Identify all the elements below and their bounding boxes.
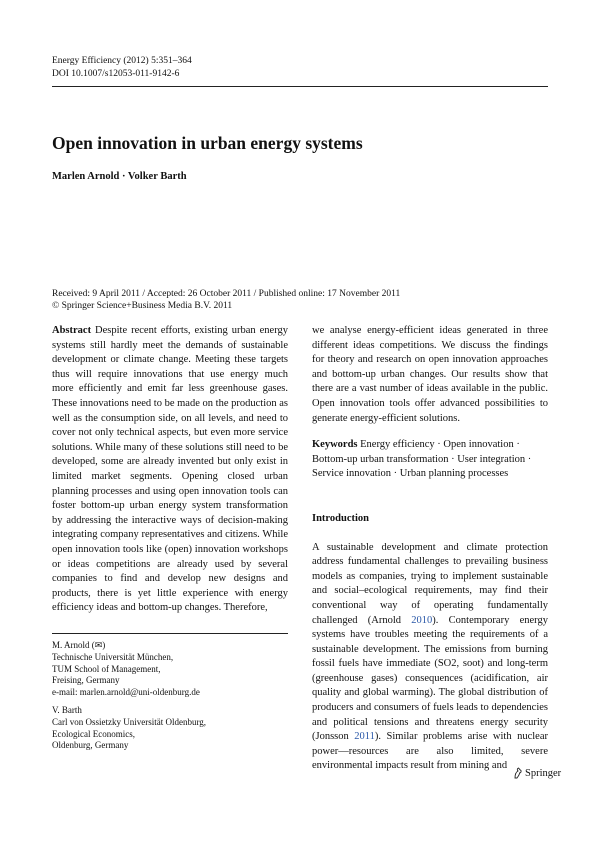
citation-link[interactable]: 2011 — [354, 731, 375, 743]
author-name: M. Arnold (✉) — [52, 640, 106, 650]
abstract-part-1 — [52, 324, 288, 616]
citation-link[interactable]: 2010 — [411, 614, 433, 626]
paper-title: Open innovation in urban energy systems — [52, 133, 363, 153]
affiliation-city: Oldenburg, Germany — [52, 740, 129, 751]
journal-citation: Energy Efficiency (2012) 5:351–364 — [52, 56, 192, 66]
history-dates: Received: 9 April 2011 / Accepted: 26 October 2011 / Published online: 17 November 2011 — [52, 289, 401, 299]
footnote-divider — [52, 633, 288, 634]
author-name: V. Barth — [52, 705, 82, 715]
right-column — [312, 324, 548, 774]
abstract-part-2: we analyse energy-efficient ideas generated in three different ideas competitions. We discuss the findings for theory and research on open innovation approaches and bottom-up urban changes. Our results show that there are a vast number of ideas available in the public. Open innovation tools offer advanced possibilities to generate energy-efficient solutions. — [312, 325, 548, 424]
publication-history — [52, 288, 400, 312]
keywords-heading: Keywords — [312, 439, 358, 451]
affiliation: TUM School of Management, — [52, 663, 161, 674]
keywords-text: Energy efficiency · Open innovation · Bottom-up urban transformation · User integration · Service innovation · Urban planning processes — [312, 439, 532, 480]
affiliation: Ecological Economics, — [52, 728, 135, 739]
introduction-paragraph — [312, 541, 548, 775]
affiliation-city: Freising, Germany — [52, 675, 120, 686]
author-email[interactable]: e-mail: marlen.arnold@uni-oldenburg.de — [52, 687, 200, 698]
footnote-barth — [52, 705, 288, 752]
doi[interactable]: DOI 10.1007/s12053-011-9142-6 — [52, 69, 180, 79]
running-header — [52, 55, 192, 81]
abstract-text-left: Despite recent efforts, existing urban energy systems still hardly meet the demands of sustainable development or climate change. Meeting these targets thus will require innovations that use energy much more efficiently and emit far less greenhouse gases. These innovations need to be made on the production as well as the consumption side, on all levels, and need to cover not only technical aspects, but even more service solutions. While many of these solutions still need to be developed, some are already invented but only exist in limited market segments. Opening closed urban planning processes and using open innovation tools can foster bottom-up urban energy system transformation by addressing the interactive ways of decision-making integrating company representatives and citizens. While open innovation tools like (open) innovation workshops or ideas competitions are already used by several companies to find and develop new designs and products, there is yet little experience with energy efficiency ideas and bottom-up changes. Therefore, — [52, 325, 288, 614]
intro-text: ). Similar problems arise with nuclear power—resources are also limited, severe environmental impacts result from mining and — [312, 731, 548, 772]
affiliation: Carl von Ossietzky Universität Oldenburg, — [52, 716, 207, 727]
publisher-logo — [513, 767, 561, 779]
abstract-heading: Abstract — [52, 325, 92, 336]
left-column — [52, 324, 288, 616]
keywords-block — [312, 438, 548, 482]
copyright-line: © Springer Science+Business Media B.V. 2011 — [52, 301, 233, 311]
intro-text: A sustainable development and climate protection address fundamental challenges to prevailing business models as companies, trying to implement sustainable and social–ecological requirements, may find their conventional way of operating fundamentally challenged (Arnold — [312, 541, 548, 626]
affiliation: Technische Universität München, — [52, 651, 174, 662]
header-divider — [52, 86, 548, 87]
springer-horse-icon — [513, 767, 523, 779]
footnote-arnold — [52, 640, 288, 699]
publisher-name: Springer — [525, 767, 562, 779]
author-list: Marlen Arnold · Volker Barth — [52, 171, 187, 182]
section-heading-introduction: Introduction — [312, 512, 369, 524]
intro-text: ). Contemporary energy systems have troubles meeting the requirements of a sustainable development. The emissions from burning fossil fuels have immediate (SO2, soot) and long-term (greenhouse gases) consequences (acidification, air quality and global warming). The global distribution of producers and consumers of fuels leads to dependencies and political tensions and threatens energy security (Jonsson — [312, 614, 548, 743]
